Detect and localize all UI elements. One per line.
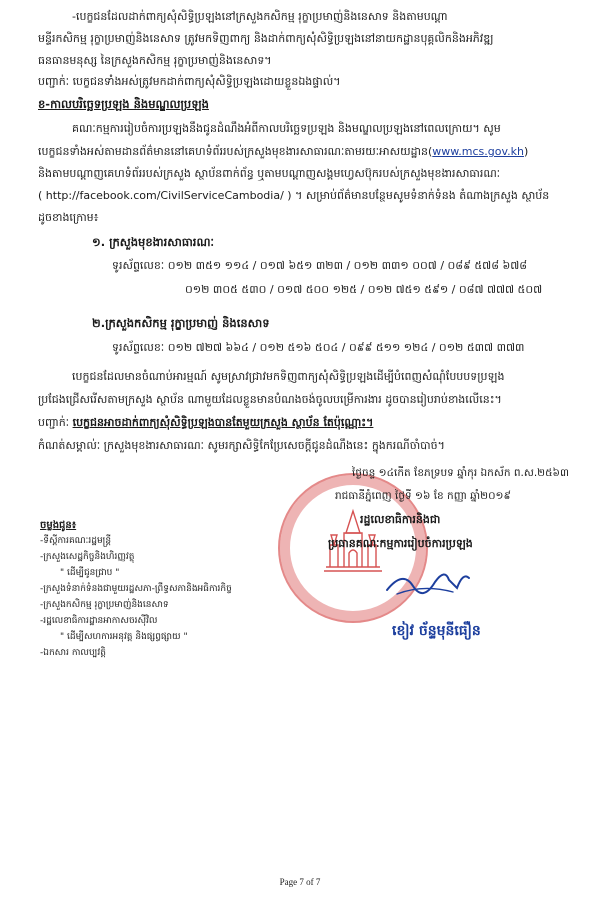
para2-line3: និងតាមបណ្ដាញគេហទំព័ររបស់ក្រសួង ស្ថាប័នពាក់ព័ន្ធ ឬតាមបណ្ដាញសង្គមហ្វេសប៊ុករបស់ក្រសួងមុខងារសាធារណៈ [38,167,501,180]
cc-item: -ទីស្ដីការគណៈរដ្ឋមន្ត្រី [40,536,112,546]
cc-item: -ក្រសួងកសិកម្ម រុក្ខាប្រមាញ់និងនេសាទ [40,600,169,610]
para1-line1: -បេក្ខជនដែលដាក់ពាក្យសុំសិទ្ធិប្រឡងនៅក្រសួងកសិកម្ម រុក្ខាប្រមាញ់និងនេសាទ និងតាមបណ្ដា [72,10,448,23]
note-remark: កំណត់សម្គាល់ៈ ក្រសួងមុខងារសាធារណៈ សូមរក្សាសិទ្ធិកែប្រែសេចក្ដីជូនដំណឹងនេះ ក្នុងករណីចាំបាច់។ [38,439,445,452]
handwritten-signature-icon [383,560,473,600]
contact-phones-1a: ទូរស័ព្ទលេខៈ ០១២ ៣៥១ ១១៤ / ០១៧ ៦៥១ ៣២៣ / ០១២ ៣៣១ ០០៧ / ០៨៩ ៥៧៨ ៦៧៨ [112,259,528,272]
signatory-position-2: ប្រធានគណៈកម្មការរៀបចំការប្រឡង [328,537,473,550]
para2-line2-text: បេក្ខជនទាំងអស់តាមដានព័ត៌មាននៅគេហទំព័ររបស់ក្រសួងមុខងារសាធារណៈតាមរយៈអាសយដ្ឋាន( [38,145,433,158]
section-heading-exam-date: ខ-កាលបរិច្ឆេទប្រឡង និងមណ្ឌលប្រឡង [38,97,209,111]
contact-phones-2: ទូរស័ព្ទលេខៈ ០១២ ៧២៧ ៦៦៤ / ០១២ ៥១៦ ៥០៤ / ០៩៩ ៥១១ ១២៤ / ០១២ ៥៣៧ ៣៧៣ [112,341,525,354]
cc-item: -ក្រសួងទំនាក់ទំនងជាមួយរដ្ឋសភា-ព្រឹទ្ធសភានិងអធិការកិច្ច [40,584,232,594]
facebook-open-paren: ( [38,189,46,202]
note-in-person: បញ្ជាក់ៈ បេក្ខជនទាំងអស់ត្រូវមកដាក់ពាក្យសុំសិទ្ធិប្រឡងដោយខ្លួនឯងផ្ទាល់។ [38,75,341,88]
para2-line4 [38,189,549,203]
place-date: រាជធានីភ្នំពេញ ថ្ងៃទី ១៦ ខែ កញ្ញា ឆ្នាំ២០១៩ [335,490,511,502]
para2-line1: គណៈកម្មការរៀបចំការប្រឡងនឹងជូនដំណឹងអំពីកាលបរិច្ឆេទប្រឡង និងមណ្ឌលប្រឡងនៅពេលក្រោយ។ សូម [72,122,501,135]
contact-ministry-civil-service: ១. ក្រសួងមុខងារសាធារណៈ [92,235,214,249]
cc-item: -ក្រសួងសេដ្ឋកិច្ចនិងហិរញ្ញវត្ថុ [40,552,135,562]
para2-line2 [38,145,528,159]
cc-item: " ដើម្បីសហការអនុវត្ត និងផ្សព្វផ្សាយ " [60,632,188,642]
lunar-date: ថ្ងៃចន្ទ ១៤កើត ខែភទ្របទ ឆ្នាំកុរ ឯកស័ក ព.ស.២៥៦៣ [352,467,569,479]
para3-line1: បេក្ខជនដែលមានចំណាប់អារម្មណ៍ សូមស្រាវជ្រាវមកទិញពាក្យសុំសិទ្ធិប្រឡងដើម្បីបំពេញសំណុំបែបបទប្រឡង [72,370,505,383]
facebook-link[interactable]: http://facebook.com/CivilServiceCambodia/ [45,189,284,202]
signatory-name: ខៀវ ច័ន្ទមុនីធឿន [392,623,481,639]
page-number: Page 7 of 7 [279,877,321,887]
website-close-paren: ) [523,145,529,158]
note2-label: បញ្ជាក់ៈ [38,416,70,429]
para1-line3: ធនធានមនុស្ស នៃក្រសួងកសិកម្ម រុក្ខាប្រមាញ់និងនេសាទ។ [38,54,272,67]
cc-title: ចម្លងជូន៖ [40,520,77,531]
cc-item: " ដើម្បីជូនជ្រាប " [60,568,120,578]
para2-line4-text: ) ។ សម្រាប់ព័ត៌មានបន្ថែមសូមទំនាក់ទំនង តំណាងក្រសួង ស្ថាប័ន [283,189,550,202]
note2-text: បេក្ខជនអាចដាក់ពាក្យសុំសិទ្ធិប្រឡងបានតែមួយក្រសួង ស្ថាប័ន តែប៉ុណ្ណោះ។ [72,416,374,429]
cc-item: -ឯកសារ កាលប្បវត្តិ [40,648,106,658]
note-one-ministry [38,416,373,430]
contact-phones-1b: ០១២ ៣០៥ ៥៣០ / ០១៧ ៥០០ ១២៥ / ០១២ ៧៥១ ៥៩១ / ០៨៧ ៧៧៧ ៥០៧ [185,283,543,296]
para3-line2: ប្រជែងជ្រើសរើសតាមក្រសួង ស្ថាប័ន ណាមួយដែលខ្លួនមានបំណងចង់ចូលបម្រើការងារ ដូចបានរៀបរាប់ខាងលើនេះ។ [38,393,502,406]
signatory-position-1: រដ្ឋលេខាធិការនិងជា [360,513,441,526]
para1-line2: មន្ទីរកសិកម្ម រុក្ខាប្រមាញ់និងនេសាទ ត្រូវមកទិញពាក្យ និងដាក់ពាក្យសុំសិទ្ធិប្រឡងនៅនាយកដ្ឋានបុគ្គលិកនិងអភិវឌ្ឍ [38,32,494,45]
website-link[interactable]: www.mcs.gov.kh [432,145,524,158]
para2-line5: ដូចខាងក្រោម៖ [38,211,99,224]
cc-item: -រដ្ឋលេខាធិការដ្ឋានអាកាសចរស៊ីវិល [40,616,158,626]
contact-ministry-agriculture: ២.ក្រសួងកសិកម្ម រុក្ខាប្រមាញ់ និងនេសាទ [92,316,270,330]
